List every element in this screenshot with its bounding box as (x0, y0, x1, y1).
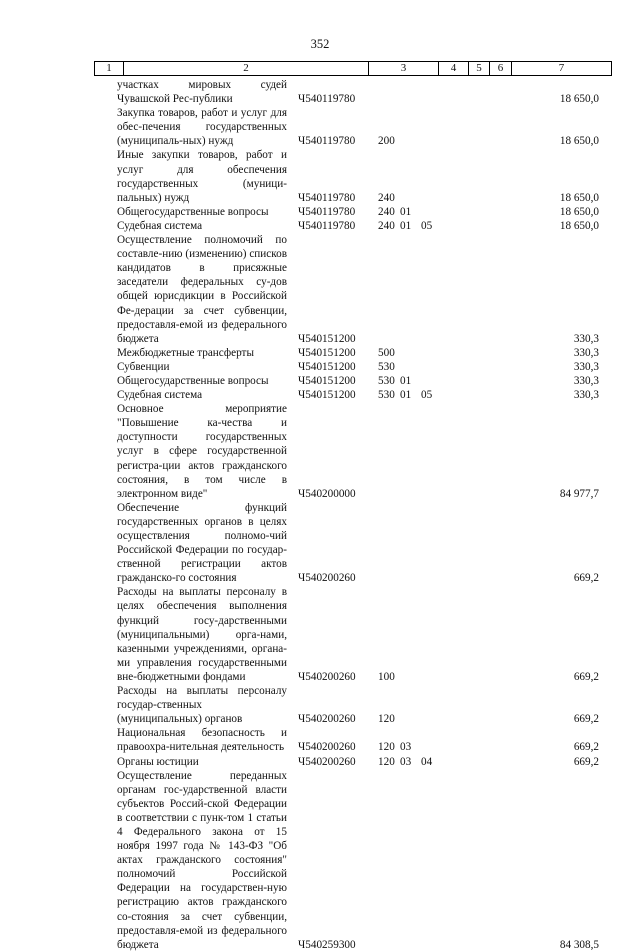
row-name: Осуществление полномочий по составле-нию (изменению) списков кандидатов в присяжные заседатели федеральных су-дов общей юрисдикции в Российской Фе-дерации за счет субвенции, предоставля-емой из федерального бюджета (117, 234, 287, 345)
row-amount: 330,3 (573, 360, 599, 373)
row-expense-type: 240 (378, 191, 395, 204)
row-expense-type: 530 (378, 374, 395, 387)
row-expense-type: 120 (378, 755, 395, 768)
row-target-code: Ч540119780 (298, 93, 356, 106)
row-expense-type: 500 (378, 346, 395, 359)
table-row (94, 233, 611, 346)
row-section: 01 (400, 389, 412, 402)
row-target-code: Ч540151200 (298, 374, 356, 387)
row-name: Осуществление переданных органам гос-ударственной власти субъектов Россий-ской Федерации в соответствии с пунк-том 1 статьи 4 Федерального закона от 15 ноября 1997 года № 143-ФЗ "Об актах гражданского состояния" полномочий Российской Федерации на государствен-ную регистрацию актов гражданского со-стояния за счет субвенции, предоставля-емой из федерального бюджета (117, 769, 287, 951)
row-amount: 18 650,0 (559, 219, 599, 232)
row-expense-type: 240 (378, 205, 395, 218)
row-target-code: Ч540200260 (298, 670, 356, 683)
row-name: участках мировых судей Чувашской Рес-публики (117, 79, 287, 106)
row-target-code: Ч540151200 (298, 389, 356, 402)
row-target-code: Ч540200000 (298, 487, 356, 500)
table-row (94, 360, 611, 374)
table-row (94, 769, 611, 952)
row-name: Межбюджетные трансферты (117, 346, 254, 359)
row-amount: 669,2 (573, 755, 599, 768)
row-name: Общегосударственные вопросы (117, 374, 269, 387)
table-row (94, 585, 611, 684)
budget-rows (94, 78, 611, 952)
row-expense-type: 530 (378, 389, 395, 402)
row-amount: 330,3 (573, 389, 599, 402)
table-row (94, 501, 611, 586)
table-row (94, 374, 611, 388)
row-target-code: Ч540119780 (298, 205, 356, 218)
row-target-code: Ч540200260 (298, 713, 356, 726)
row-amount: 669,2 (573, 713, 599, 726)
row-name: Расходы на выплаты персоналу в целях обеспечения выполнения функций госу-дарственными (муниципальными) орга-нами, казенными учреждениями, органа-ми управления государственными вне-бюджетными фондами (117, 586, 287, 683)
table-row (94, 78, 611, 106)
header-col-1: 1 (95, 62, 124, 76)
column-number-header (94, 61, 612, 76)
row-name: Обеспечение функций государственных органов в целях осуществления полномо-чий Российской Федерации по государ-ственной регистрации актов гражданско-го состояния (117, 501, 287, 585)
row-amount: 18 650,0 (559, 93, 599, 106)
row-amount: 18 650,0 (559, 191, 599, 204)
row-name: Судебная система (117, 219, 203, 232)
row-amount: 669,2 (573, 670, 599, 683)
row-subsection: 04 (421, 755, 433, 768)
row-amount: 669,2 (573, 741, 599, 754)
row-amount: 330,3 (573, 374, 599, 387)
row-section: 01 (400, 374, 412, 387)
row-name: Расходы на выплаты персоналу государ-ственных (муниципальных) органов (117, 685, 287, 726)
row-amount: 18 650,0 (559, 135, 599, 148)
row-amount: 84 977,7 (559, 487, 599, 500)
row-name: Органы юстиции (117, 755, 199, 768)
row-expense-type: 120 (378, 741, 395, 754)
row-subsection: 05 (421, 389, 433, 402)
row-target-code: Ч540259300 (298, 938, 356, 951)
row-name: Закупка товаров, работ и услуг для обес-печения государственных (муниципаль-ных) нужд (117, 107, 287, 148)
header-col-7: 7 (512, 62, 612, 76)
row-target-code: Ч540151200 (298, 332, 356, 345)
table-row (94, 402, 611, 501)
row-name: Судебная система (117, 389, 203, 402)
table-row (94, 684, 611, 726)
page-number: 352 (310, 37, 330, 51)
row-name: Иные закупки товаров, работ и услуг для обеспечения государственных (муници-пальных) нужд (117, 149, 287, 204)
row-name: Национальная безопасность и правоохра-нительная деятельность (117, 727, 287, 754)
table-row (94, 205, 611, 219)
row-section: 03 (400, 741, 412, 754)
row-expense-type: 200 (378, 135, 395, 148)
row-expense-type: 120 (378, 713, 395, 726)
header-col-2: 2 (124, 62, 369, 76)
row-expense-type: 240 (378, 219, 395, 232)
table-row (94, 388, 611, 402)
header-col-5: 5 (469, 62, 490, 76)
row-amount: 84 308,5 (559, 938, 599, 951)
header-col-4: 4 (439, 62, 469, 76)
row-target-code: Ч540200260 (298, 741, 356, 754)
row-expense-type: 100 (378, 670, 395, 683)
header-col-3: 3 (369, 62, 439, 76)
row-section: 03 (400, 755, 412, 768)
table-row (94, 148, 611, 204)
table-row (94, 106, 611, 148)
row-subsection: 05 (421, 219, 433, 232)
row-name: Общегосударственные вопросы (117, 205, 269, 218)
row-name: Основное мероприятие "Повышение ка-чества и доступности государственных услуг в сфере государственной регистра-ции актов гражданского состояния, в том числе в электронном виде" (117, 403, 287, 500)
row-target-code: Ч540200260 (298, 572, 356, 585)
row-amount: 330,3 (573, 346, 599, 359)
table-row (94, 219, 611, 233)
row-target-code: Ч540119780 (298, 191, 356, 204)
row-amount: 18 650,0 (559, 205, 599, 218)
row-target-code: Ч540119780 (298, 135, 356, 148)
row-section: 01 (400, 219, 412, 232)
row-target-code: Ч540119780 (298, 219, 356, 232)
table-row (94, 346, 611, 360)
header-col-6: 6 (490, 62, 512, 76)
row-amount: 669,2 (573, 572, 599, 585)
row-name: Субвенции (117, 360, 170, 373)
row-target-code: Ч540200260 (298, 755, 356, 768)
table-row (94, 726, 611, 754)
row-target-code: Ч540151200 (298, 360, 356, 373)
row-amount: 330,3 (573, 332, 599, 345)
row-expense-type: 530 (378, 360, 395, 373)
row-section: 01 (400, 205, 412, 218)
table-row (94, 755, 611, 769)
row-target-code: Ч540151200 (298, 346, 356, 359)
